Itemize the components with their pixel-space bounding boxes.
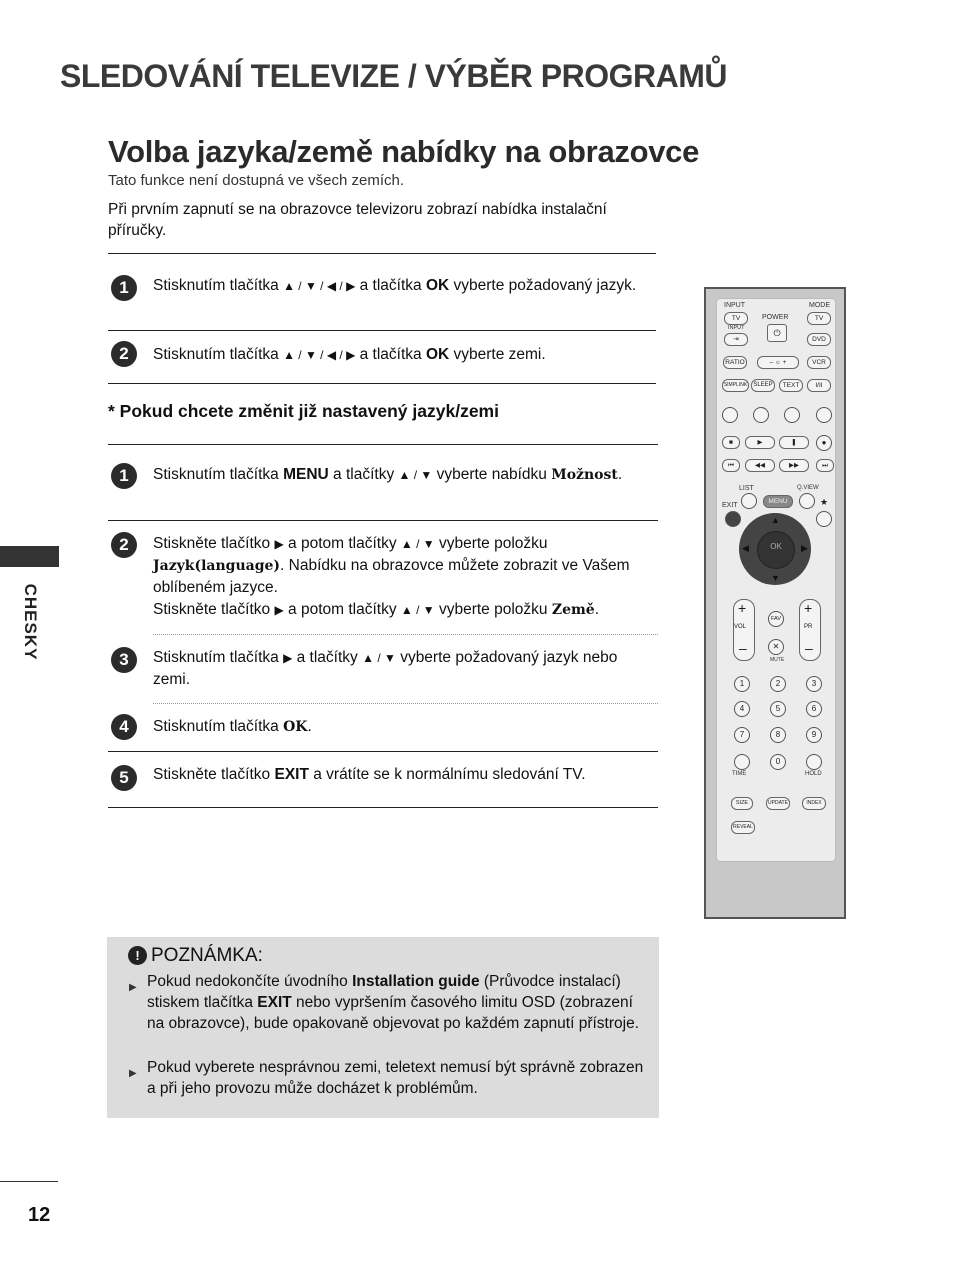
- remote-label: VOL: [734, 624, 747, 630]
- section-subtitle: Tato funkce není dostupná ve všech zemích.: [108, 172, 405, 189]
- input-icon: ⇥: [724, 333, 748, 346]
- digit-button: 9: [806, 727, 822, 743]
- remote-ratio-button: RATIO: [723, 356, 747, 369]
- fav-mark-button: [816, 511, 832, 527]
- note-box: [107, 937, 659, 1118]
- color-button: [816, 407, 832, 423]
- pause-icon: ❚: [779, 436, 809, 449]
- step-number: 2: [111, 341, 137, 367]
- arrow-up-down-icon: ▲ / ▼: [400, 537, 435, 551]
- arrow-keys-icon: ▲ / ▼ / ◀ / ▶: [283, 279, 356, 293]
- page-number: 12: [28, 1204, 51, 1226]
- arrow-right-icon: ▶: [274, 603, 284, 617]
- rewind-icon: ◀◀: [745, 459, 775, 472]
- remote-size-button: SIZE: [731, 797, 753, 810]
- navigation-ring: [739, 513, 811, 585]
- bullet-arrow-icon: ▶: [129, 1068, 137, 1079]
- remote-dvd-button: DVD: [807, 333, 831, 346]
- teletext-hold-button: [806, 754, 822, 770]
- intro-text: Při prvním zapnutí se na obrazovce televizoru zobrazí nabídka instalační příručky.: [108, 201, 607, 239]
- remote-reveal-button: REVEAL: [731, 821, 755, 834]
- remote-index-button: INDEX: [802, 797, 826, 810]
- nav-up-icon: ▲: [771, 515, 780, 525]
- remote-label: PR: [804, 624, 813, 630]
- star-icon: ★: [820, 497, 829, 507]
- divider: [108, 253, 656, 254]
- side-tab-marker: [0, 546, 59, 567]
- arrow-up-down-icon: ▲ / ▼: [398, 468, 433, 482]
- remote-label: EXIT: [722, 502, 738, 509]
- step-number: 3: [111, 647, 137, 673]
- nav-down-icon: ▼: [771, 573, 780, 583]
- digit-button: 5: [770, 701, 786, 717]
- step-b2-line2: Stiskněte tlačítko ▶ a potom tlačítky ▲ / ▼ vyberte položku Země.: [153, 601, 600, 618]
- remote-control-illustration: [704, 287, 846, 919]
- color-button: [753, 407, 769, 423]
- remote-tv-input-button: TV: [724, 312, 748, 325]
- step-number: 4: [111, 714, 137, 740]
- step-b1-text: Stisknutím tlačítka MENU a tlačítky ▲ / ▼ vyberte nabídku Možnost.: [153, 466, 623, 483]
- list-button: [741, 493, 757, 509]
- skip-forward-icon: ⏭: [816, 459, 834, 472]
- note-item-2: Pokud vyberete nesprávnou zemi, teletext nemusí být správně zobrazen a při jeho provozu může docházet k problémům.: [147, 1059, 644, 1097]
- mute-icon: ✕: [768, 639, 784, 655]
- digit-button: 1: [734, 676, 750, 692]
- footer-divider: [0, 1181, 58, 1182]
- remote-dual-button: I/II: [807, 379, 831, 392]
- divider: [108, 807, 658, 808]
- remote-label: TIME: [732, 771, 747, 777]
- step-b3-text: Stisknutím tlačítka ▶ a tlačítky ▲ / ▼ vyberte požadovaný jazyk nebo zemi.: [153, 649, 618, 688]
- remote-tv-mode-button: TV: [807, 312, 831, 325]
- nav-left-icon: ◀: [742, 543, 749, 553]
- page-header: SLEDOVÁNÍ TELEVIZE / VÝBĚR PROGRAMŮ: [60, 58, 728, 94]
- color-button: [722, 407, 738, 423]
- dotted-divider: [153, 634, 658, 635]
- digit-button: 2: [770, 676, 786, 692]
- brightness-icon: – ☼ +: [757, 356, 799, 369]
- step-number: 1: [111, 463, 137, 489]
- record-icon: ●: [816, 435, 832, 451]
- arrow-up-down-icon: ▲ / ▼: [400, 603, 435, 617]
- divider: [108, 520, 658, 521]
- step-number: 1: [111, 275, 137, 301]
- digit-button: 7: [734, 727, 750, 743]
- section-title: Volba jazyka/země nabídky na obrazovce: [108, 134, 700, 169]
- digit-button: 4: [734, 701, 750, 717]
- step-b4-text: Stisknutím tlačítka OK.: [153, 718, 312, 735]
- divider: [108, 444, 658, 445]
- power-icon: ⏻: [767, 324, 787, 342]
- digit-button: 3: [806, 676, 822, 692]
- dotted-divider: [153, 703, 658, 704]
- remote-face: [716, 298, 836, 862]
- nav-right-icon: ▶: [801, 543, 808, 553]
- remote-fav-button: FAV: [768, 611, 784, 627]
- step-a1-text: Stisknutím tlačítka ▲ / ▼ / ◀ / ▶ a tlačítka OK vyberte požadovaný jazyk.: [153, 277, 637, 294]
- play-icon: ▶: [745, 436, 775, 449]
- remote-ok-button: OK: [757, 531, 795, 569]
- fast-forward-icon: ▶▶: [779, 459, 809, 472]
- step-number: 5: [111, 765, 137, 791]
- language-side-label: CHESKY: [21, 583, 40, 661]
- remote-sleep-button: SLEEP: [751, 379, 775, 392]
- volume-rocker: + VOL –: [733, 599, 755, 661]
- exclamation-icon: !: [128, 946, 147, 965]
- note-item-1: Pokud nedokončíte úvodního Installation guide (Průvodce instalací) stiskem tlačítka EXIT nebo vypršením časového limitu OSD (zobrazení na obrazovce), bude opakovaně objevovat po každém zapnutí přístroje.: [147, 973, 640, 1032]
- step-b5-text: Stiskněte tlačítko EXIT a vrátíte se k normálnímu sledování TV.: [153, 766, 586, 783]
- divider: [108, 330, 656, 331]
- qview-button: [799, 493, 815, 509]
- digit-button: 0: [770, 754, 786, 770]
- remote-label: MUTE: [770, 657, 785, 663]
- remote-label: INPUT: [724, 302, 745, 309]
- program-rocker: + PR –: [799, 599, 821, 661]
- arrow-up-down-icon: ▲ / ▼: [362, 651, 396, 665]
- remote-label: Q.VIEW: [797, 485, 819, 491]
- step-a2-text: Stisknutím tlačítka ▲ / ▼ / ◀ / ▶ a tlačítka OK vyberte zemi.: [153, 346, 546, 363]
- remote-simplink-button: SIMPLINK: [722, 379, 749, 392]
- arrow-keys-icon: ▲ / ▼ / ◀ / ▶: [283, 348, 356, 362]
- skip-back-icon: ⏮: [722, 459, 740, 472]
- sub-heading: * Pokud chcete změnit již nastavený jazyk/zemi: [108, 401, 499, 421]
- digit-button: 6: [806, 701, 822, 717]
- exit-button: [725, 511, 741, 527]
- arrow-right-icon: ▶: [283, 651, 293, 665]
- remote-update-button: UPDATE: [766, 797, 790, 810]
- teletext-time-button: [734, 754, 750, 770]
- stop-icon: ■: [722, 436, 740, 449]
- remote-vcr-button: VCR: [807, 356, 831, 369]
- color-button: [784, 407, 800, 423]
- remote-menu-button: MENU: [763, 495, 793, 508]
- divider: [108, 751, 658, 752]
- remote-label: MODE: [809, 302, 830, 309]
- divider: [108, 383, 656, 384]
- note-title: ! POZNÁMKA:: [128, 945, 263, 967]
- step-b2-text: Stiskněte tlačítko ▶ a potom tlačítky ▲ / ▼ vyberte položku Jazyk(language). Nabídku na obrazovce můžete zobrazit ve Vašem oblíbeném jazyce.: [153, 535, 630, 596]
- remote-text-button: TEXT: [779, 379, 803, 392]
- remote-label: LIST: [739, 485, 754, 492]
- step-number: 2: [111, 532, 137, 558]
- remote-label: POWER: [762, 314, 789, 321]
- bullet-arrow-icon: ▶: [129, 982, 137, 993]
- remote-label: INPUT: [728, 325, 745, 331]
- digit-button: 8: [770, 727, 786, 743]
- arrow-right-icon: ▶: [274, 537, 284, 551]
- remote-label: HOLD: [805, 771, 822, 777]
